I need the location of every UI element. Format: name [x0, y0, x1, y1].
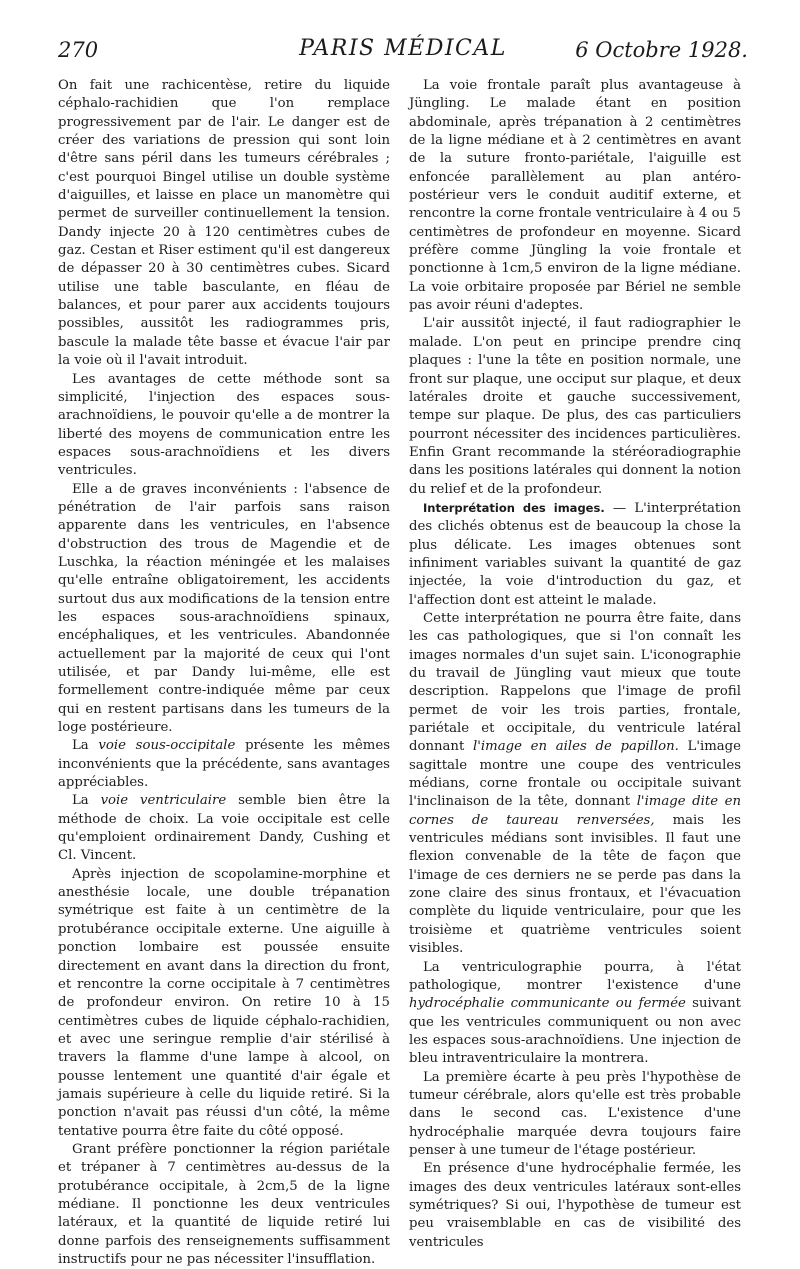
left-column: [58, 77, 390, 1269]
paragraph: Grant préfère ponctionner la région pariétale et trépaner à 7 centimètres au-dessus de la protubérance occipitale, à 2cm,5 de la ligne médiane. Il ponctionne les deux ventricules latéraux, et la quantité de liquide retiré lui donne parfois des renseignements suffisamment instructifs pour ne pas nécessiter l'insufflation.: [58, 1141, 390, 1267]
emphasis-term: l'image en ailes de papillon.: [473, 739, 679, 755]
paragraph: Les avantages de cette méthode sont sa simplicité, l'injection des espaces sous-arachnoïdiens, le pouvoir qu'elle a de montrer la liberté des moyens de communication entre les espaces sous-arachnoïdiens et les divers ventricules.: [58, 371, 390, 479]
paragraph: [58, 737, 390, 792]
page-header: [58, 36, 748, 76]
paragraph: [409, 959, 741, 1069]
emphasis-term: hydrocéphalie communicante ou fermée: [409, 996, 686, 1012]
text-run: La ventriculographie pourra, à l'état pathologique, montrer l'existence d'une: [409, 959, 741, 993]
paragraph: La voie frontale paraît plus avantageuse à Jüngling. Le malade étant en position abdominale, après trépanation à 2 centimètres de la ligne médiane et à 2 centimètres en avant de la suture fronto-pariétale, l'aiguille est enfoncée parallèlement au plan antéro-postérieur vers le conduit auditif externe, et rencontre la corne frontale ventriculaire à 4 ou 5 centimètres de profondeur en moyenne. Sicard préfère comme Jüngling la voie frontale et ponctionne à 1cm,5 environ de la ligne médiane. La voie orbitaire proposée par Bériel ne semble pas avoir réuni d'adeptes.: [409, 78, 741, 314]
text-run: semble bien être la méthode de choix. La voie occipitale est celle qu'emploient ordinairement Dandy, Cushing et Cl. Vincent.: [58, 793, 391, 864]
text-run: présente les mêmes inconvénients que la précédente, sans avantages appréciables.: [58, 738, 391, 791]
text-run: mais les ventricules médians sont invisibles. Il faut une flexion convenable de la tête de façon que l'image de ces derniers ne se perde pas dans la zone claire des sinus frontaux, et l'évacuation complète du liquide ventriculaire, pour que les troisième et quatrième ventricules soient visibles.: [409, 812, 741, 957]
text-run: L'image sagittale montre une coupe des ventricules médians, corne frontale ou occipitale suivant l'inclinaison de la tête, donnant: [409, 739, 741, 810]
section-heading: Interprétation des images.: [423, 500, 605, 515]
paragraph: [58, 792, 390, 865]
page-number: 270: [58, 38, 99, 62]
emphasis-term: voie sous-occipitale: [98, 738, 236, 754]
paragraph: On fait une rachicentèse, retire du liquide céphalo-rachidien que l'on remplace progressivement par de l'air. Le danger est de créer des variations de pression qui sont loin d'être sans péril dans les tumeurs cérébrales ; c'est pourquoi Bingel utilise un double système d'aiguilles, et laisse en place un manomètre qui permet de surveiller continuellement la tension. Dandy injecte 20 à 120 centimètres cubes de gaz. Cestan et Riser estiment qu'il est dangereux de dépasser 20 à 30 centimètres cubes. Sicard utilise une table basculante, en fléau de balances, et pour parer aux accidents toujours possibles, aussitôt les radiogrammes pris, bascule la malade tête basse et évacue l'air par la voie où il l'avait introduit.: [58, 78, 390, 369]
text-run: suivant que les ventricules communiquent ou non avec les espaces sous-arachnoïdiens. Une injection de bleu intraventriculaire la montrera.: [409, 996, 741, 1067]
paragraph: [409, 499, 741, 610]
emphasis-term: voie ventriculaire: [100, 793, 227, 809]
journal-title: PARIS MÉDICAL: [299, 36, 507, 61]
paragraph: En présence d'une hydrocéphalie fermée, les images des deux ventricules latéraux sont-elles symétriques? Si oui, l'hypothèse de tumeur est peu vraisemblable en cas de visibilité des ventricules: [409, 1161, 741, 1250]
text-run: — L'interprétation des clichés obtenus est de beaucoup la chose la plus délicate. Les images obtenues sont infiniment variables suivant la quantité de gaz injectée, la voie d'introduction du gaz, et l'affection dont est atteint le malade.: [409, 500, 741, 608]
paragraph: Après injection de scopolamine-morphine et anesthésie locale, une double trépanation symétrique est faite à un centimètre de la protubérance occipitale externe. Une aiguille à ponction lombaire est poussée ensuite directement en avant dans la direction du front, et rencontre la corne occipitale à 7 centimètres de profondeur environ. On retire 10 à 15 centimètres cubes de liquide céphalo-rachidien, et avec une seringue remplie d'air stérilisé à travers la flamme d'une lampe à alcool, on pousse lentement une quantité d'air égale et jamais supérieure à celle du liquide retiré. Si la ponction n'avait pas réussi d'un côté, la même tentative pourra être faite du côté opposé.: [58, 866, 390, 1139]
paragraph: L'air aussitôt injecté, il faut radiographier le malade. L'on peut en principe prendre cinq plaques : l'une la tête en position normale, une front sur plaque, une occiput sur plaque, et deux latérales droite et gauche successivement, tempe sur plaque. De plus, des cas particuliers pourront nécessiter des incidences particulières. Enfin Grant recommande la stéréoradiographie dans les positions latérales qui donnent la notion du relief et de la profondeur.: [409, 316, 741, 497]
emphasis-term: l'image dite en cornes de taureau renversées,: [409, 794, 741, 828]
paragraph: [409, 610, 741, 959]
text-run: Cette interprétation ne pourra être faite, dans les cas pathologiques, que si l'on connaît les images normales d'un sujet sain. L'iconographie du travail de Jüngling vaut mieux que toute description. Rappelons que l'image de profil permet de voir les trois parties, frontale, pariétale et occipitale, du ventricule latéral donnant: [409, 610, 741, 755]
right-column: [409, 77, 741, 1252]
text-run: La: [72, 738, 99, 754]
text-run: La: [72, 793, 101, 809]
paragraph: La première écarte à peu près l'hypothèse de tumeur cérébrale, alors qu'elle est très probable dans le second cas. L'existence d'une hydrocéphalie marquée devra toujours faire penser à une tumeur de l'étage postérieur.: [409, 1069, 741, 1158]
paragraph: Elle a de graves inconvénients : l'absence de pénétration de l'air parfois sans raison apparente dans les ventricules, en l'absence d'obstruction des trous de Magendie et de Luschka, la réaction méningée et les malaises qu'elle entraîne obligatoirement, les accidents surtout dus aux modifications de la tension entre les espaces sous-arachnoïdiens spinaux, encéphaliques, et les ventricules. Abandonnée actuellement par la majorité de ceux qui l'ont utilisée, et par Dandy lui-même, elle est formellement contre-indiquée même par ceux qui en restent partisans dans les tumeurs de la loge postérieure.: [58, 481, 390, 736]
issue-date: 6 Octobre 1928.: [575, 38, 748, 62]
